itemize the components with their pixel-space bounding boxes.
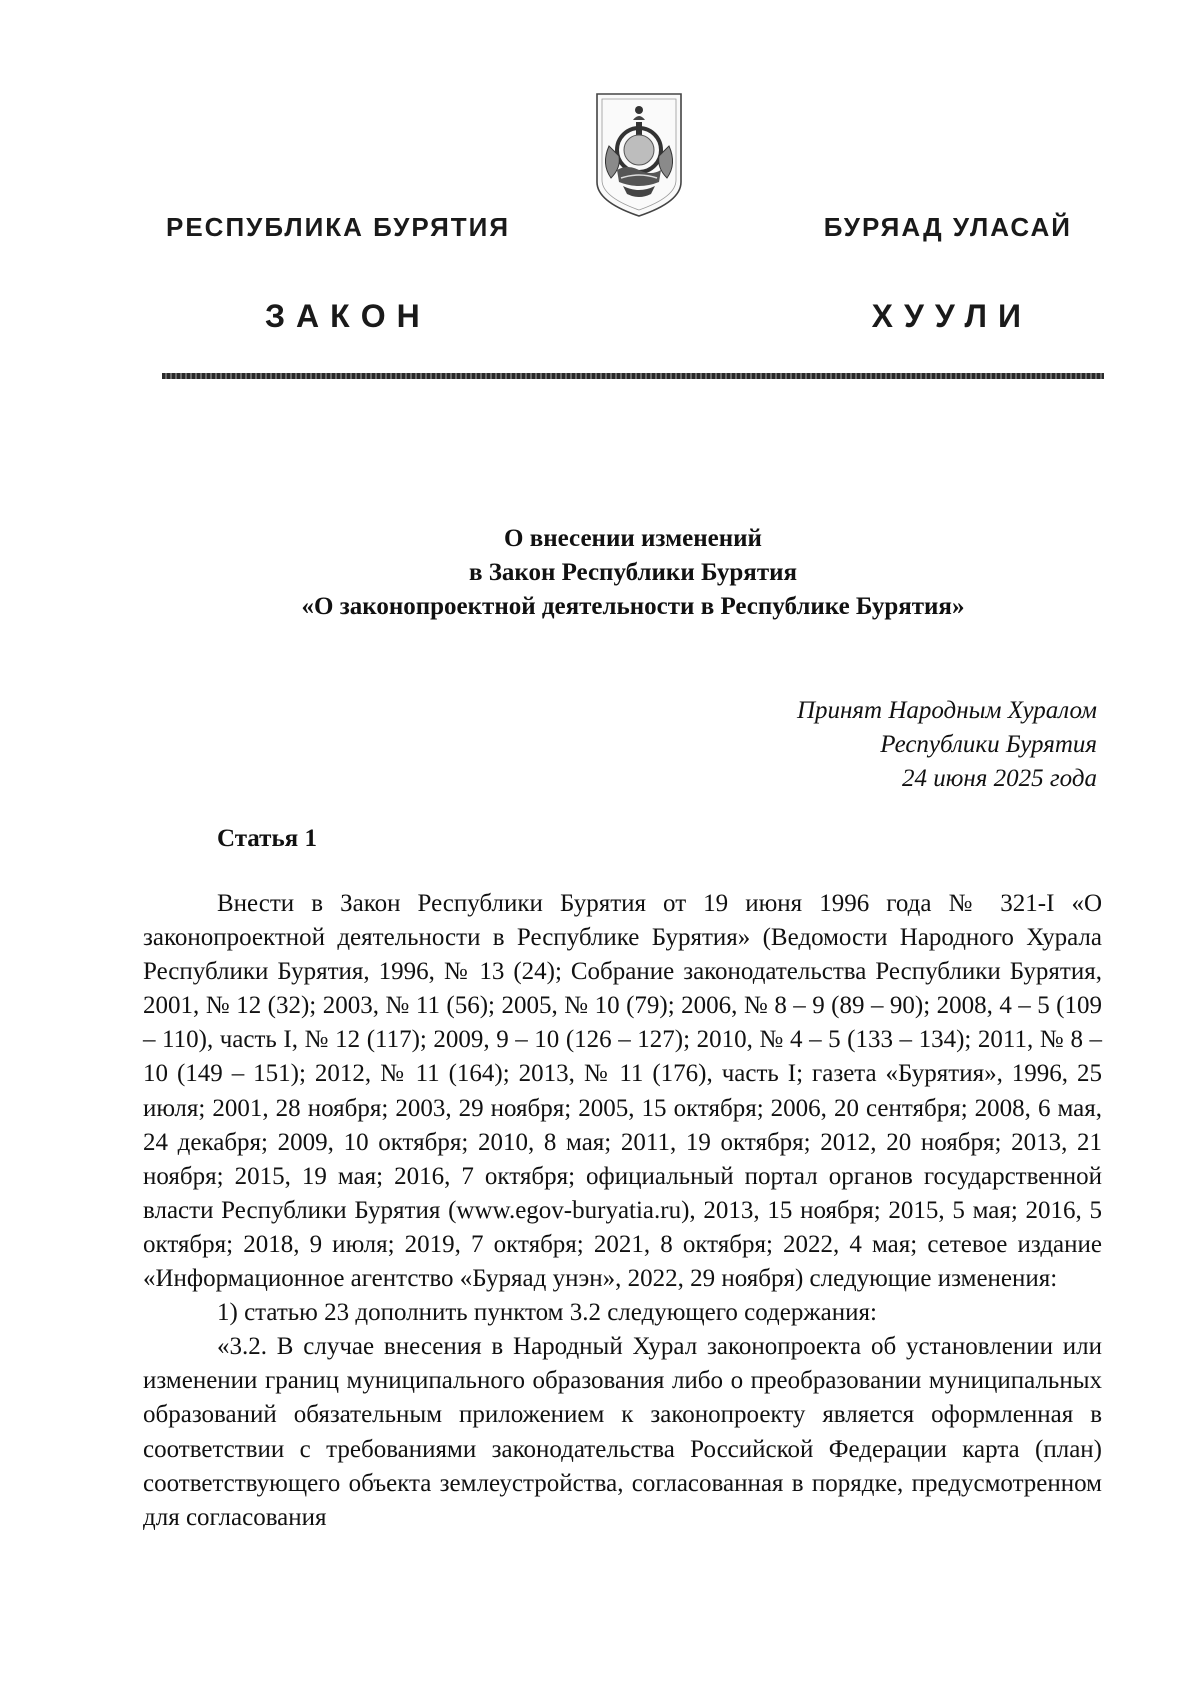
republic-name-buryat: БУРЯАД УЛАСАЙ [823,212,1072,242]
document-title [162,522,1104,624]
law-label-russian: ЗАКОН [265,298,431,334]
law-label-buryat: ХУУЛИ [871,298,1032,334]
adoption-line-2: Республики Бурятия [880,731,1097,758]
header-divider [162,373,1104,379]
title-line-3: «О законопроектной деятельности в Республике Бурятия» [301,593,965,620]
adoption-date: 24 июня 2025 года [902,765,1097,792]
article-paragraph-3: «3.2. В случае внесения в Народный Хурал законопроекта об установлении или изменении границ муниципального образования либо о преобразовании муниципальных образований обязательным приложением к законопроекту является оформленная в соответствии с требованиями законодательства Российской Федерации карта (план) соответствующего объекта землеустройства, согласованная в порядке, предусмотренном для согласования [143,1333,1102,1531]
buryatia-coat-of-arms-icon [593,90,685,220]
adoption-note [797,694,1097,796]
republic-name-russian: РЕСПУБЛИКА БУРЯТИЯ [166,212,511,242]
adoption-line-1: Принят Народным Хуралом [796,697,1097,724]
article-heading: Статья 1 [217,825,317,852]
title-line-1: О внесении изменений [504,525,762,552]
title-line-2: в Закон Республики Бурятия [468,559,798,586]
article-paragraph-1: Внести в Закон Республики Бурятия от 19 июня 1996 года № 321-I «О законопроектной деятельности в Республике Бурятия» (Ведомости Народного Хурала Республики Бурятия, 1996, № 13 (24); Собрание законодательства Республики Бурятия, 2001, № 12 (32); 2003, № 11 (56); 2005, № 10 (79); 2006, № 8 – 9 (89 – 90); 2008, 4 – 5 (109 – 110), часть I, № 12 (117); 2009, 9 – 10 (126 – 127); 2010, № 4 – 5 (133 – 134); 2011, № 8 – 10 (149 – 151); 2012, № 11 (164); 2013, № 11 (176), часть I; газета «Бурятия», 1996, 25 июля; 2001, 28 ноября; 2003, 29 ноября; 2005, 15 октября; 2006, 20 сентября; 2008, 6 мая, 24 декабря; 2009, 10 октября; 2010, 8 мая; 2011, 19 октября; 2012, 20 ноября; 2013, 21 ноября; 2015, 19 мая; 2016, 7 октября; официальный портал органов государственной власти Республики Бурятия (www.egov-buryatia.ru), 2013, 15 ноября; 2015, 5 мая; 2016, 5 октября; 2018, 9 июля; 2019, 7 октября; 2021, 8 октября; 2022, 4 мая; сетевое издание «Информационное агентство «Буряад унэн», 2022, 29 ноября) следующие изменения: [143,890,1102,1293]
article-body [143,887,1102,1535]
article-paragraph-2: 1) статью 23 дополнить пунктом 3.2 следующего содержания: [217,1299,877,1327]
